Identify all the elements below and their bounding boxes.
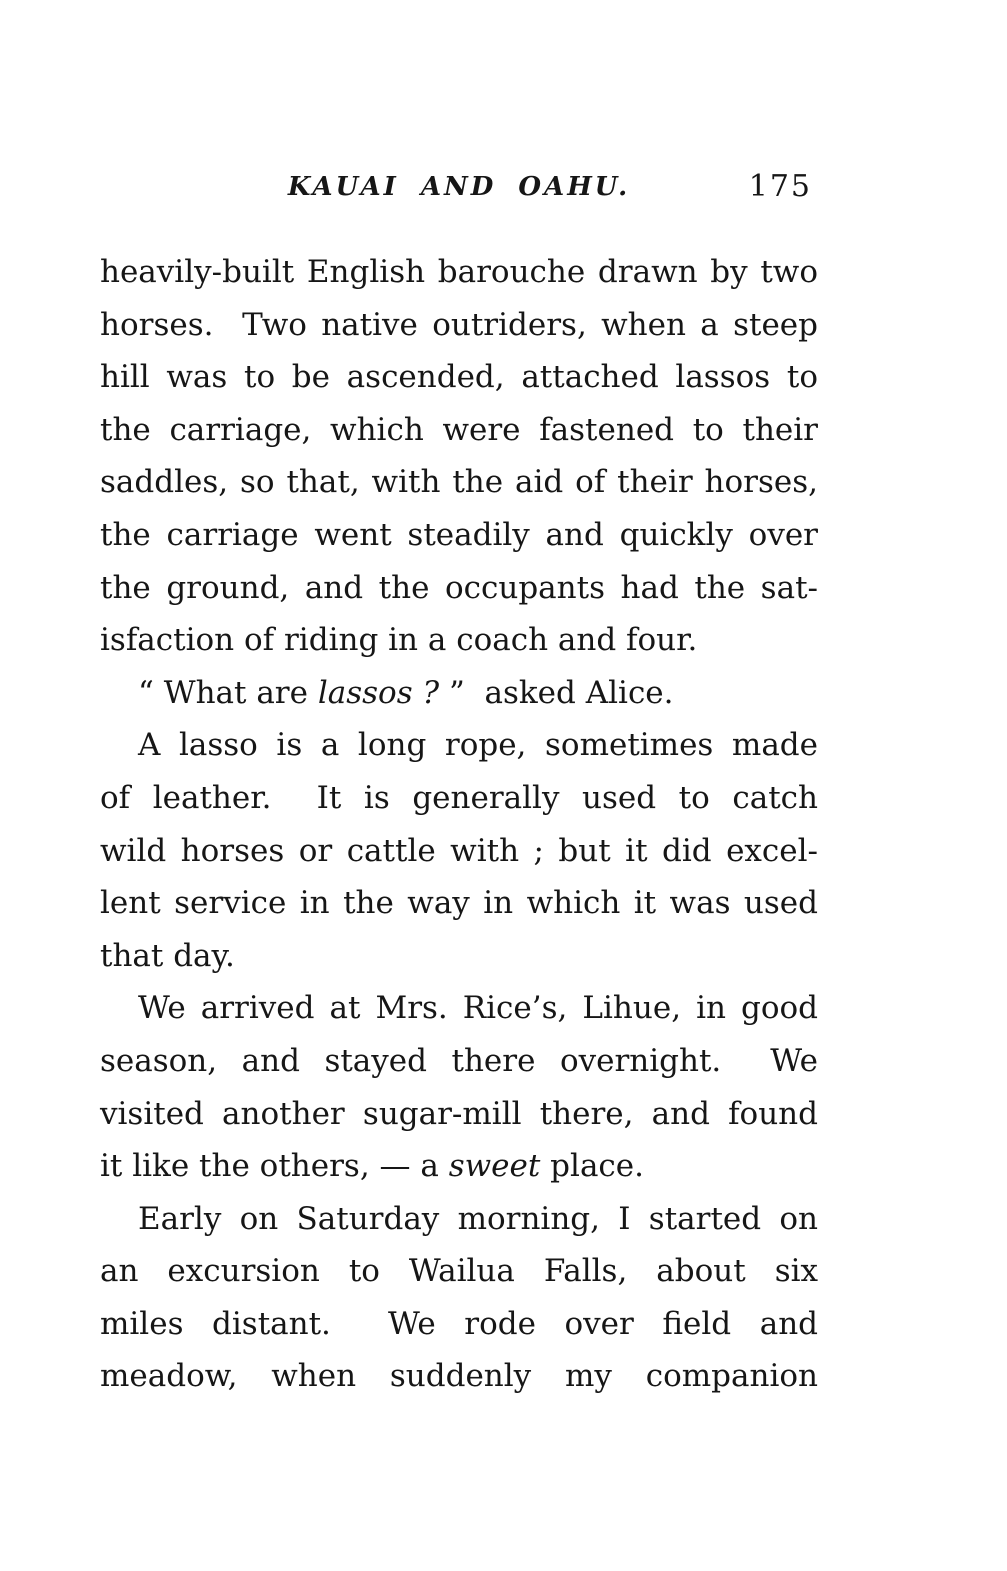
text-segment: the carriage, which were fastened to their bbox=[100, 411, 818, 448]
text-segment: the carriage went steadily and quickly over bbox=[100, 516, 818, 553]
text-segment: ” asked Alice. bbox=[448, 674, 674, 711]
text-line bbox=[100, 456, 818, 509]
paragraph bbox=[100, 667, 818, 720]
text-line bbox=[100, 877, 818, 930]
text-segment: A lasso is a long rope, sometimes made bbox=[138, 727, 818, 764]
text-line bbox=[100, 1298, 818, 1351]
text-segment: visited another sugar-mill there, and found bbox=[100, 1095, 818, 1132]
page-body bbox=[100, 246, 818, 1403]
text-segment: it like the others, — a bbox=[100, 1148, 449, 1185]
page-number: 175 bbox=[748, 169, 812, 204]
text-segment: We arrived at Mrs. Rice’s, Lihue, in good bbox=[138, 990, 818, 1027]
text-line bbox=[100, 1193, 818, 1246]
text-segment: meadow, when suddenly my companion bbox=[100, 1358, 818, 1395]
text-segment: an excursion to Wailua Falls, about six bbox=[100, 1253, 818, 1290]
text-line bbox=[100, 351, 818, 404]
text-segment: season, and stayed there overnight. We bbox=[100, 1042, 818, 1079]
text-line bbox=[100, 509, 818, 562]
text-segment: the ground, and the occupants had the sat- bbox=[100, 569, 818, 606]
text-line bbox=[100, 1088, 818, 1141]
text-segment: heavily-built English barouche drawn by two bbox=[100, 254, 818, 290]
text-line bbox=[100, 404, 818, 457]
text-segment: Early on Saturday morning, I started on bbox=[138, 1200, 818, 1237]
text-segment: miles distant. We rode over field and bbox=[100, 1305, 818, 1342]
text-line bbox=[100, 614, 818, 667]
paragraph bbox=[100, 719, 818, 982]
paragraph bbox=[100, 982, 818, 1192]
text-segment: horses. Two native outriders, when a steep bbox=[100, 306, 818, 343]
text-segment: of leather. It is generally used to catch bbox=[100, 779, 818, 816]
running-header bbox=[100, 169, 818, 206]
text-line bbox=[100, 1035, 818, 1088]
text-line bbox=[100, 719, 818, 772]
text-segment: hill was to be ascended, attached lassos to bbox=[100, 359, 818, 396]
text-line bbox=[100, 982, 818, 1035]
text-segment: isfaction of riding in a coach and four. bbox=[100, 622, 698, 659]
text-line bbox=[100, 1245, 818, 1298]
text-line bbox=[100, 825, 818, 878]
italic-text-segment: sweet bbox=[448, 1148, 541, 1185]
paragraph bbox=[100, 246, 818, 667]
paragraph bbox=[100, 1193, 818, 1403]
text-line bbox=[100, 1140, 818, 1193]
text-segment: place. bbox=[540, 1148, 644, 1185]
italic-text-segment: lassos ? bbox=[317, 674, 449, 711]
text-line bbox=[100, 772, 818, 825]
text-line bbox=[100, 562, 818, 615]
text-segment: that day. bbox=[100, 937, 235, 974]
text-segment: “ What are bbox=[138, 674, 318, 711]
header-title: KAUAI AND OAHU. bbox=[287, 172, 631, 202]
text-line bbox=[100, 667, 818, 720]
text-segment: saddles, so that, with the aid of their horses, bbox=[100, 464, 818, 501]
text-segment: wild horses or cattle with ; but it did excel- bbox=[100, 832, 818, 869]
text-line bbox=[100, 930, 818, 983]
text-line bbox=[100, 299, 818, 352]
text-line bbox=[100, 246, 818, 299]
text-segment: lent service in the way in which it was used bbox=[100, 885, 818, 922]
text-line bbox=[100, 1350, 818, 1403]
